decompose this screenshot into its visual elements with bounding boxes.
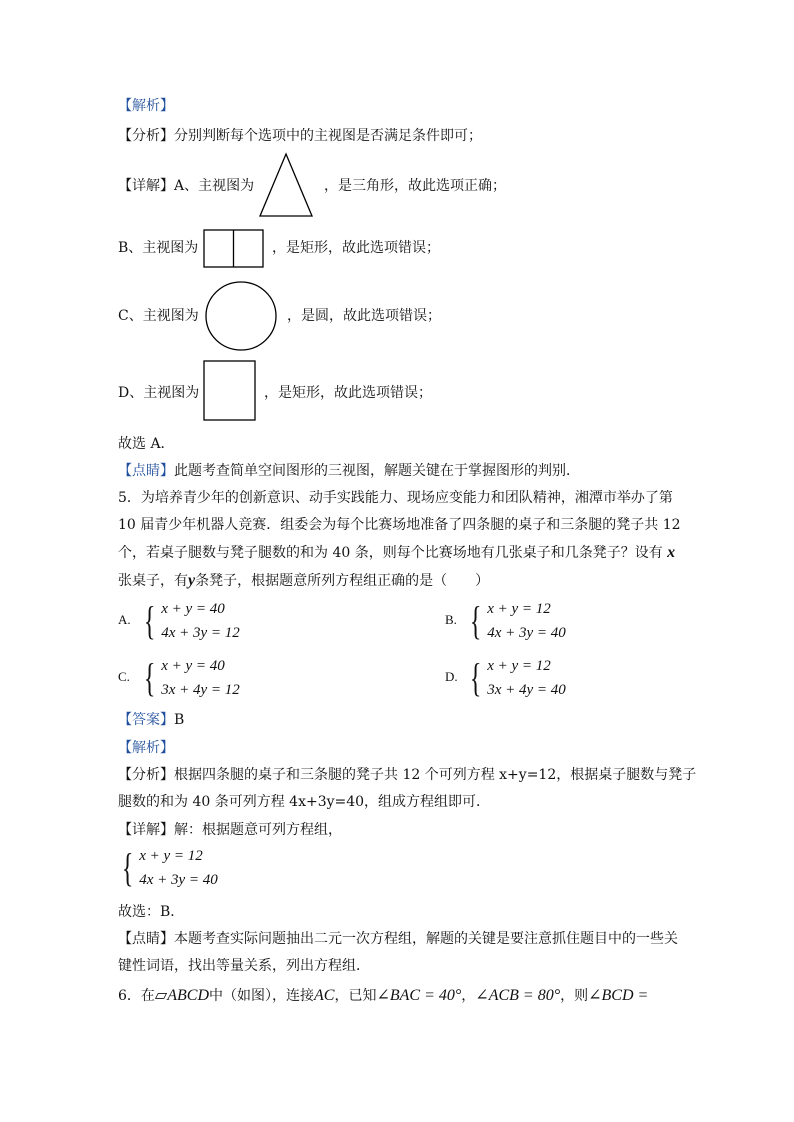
answer-line: 【答案】B <box>118 712 185 728</box>
tip-text: 【点睛】此题考查简单空间图形的三视图，解题关键在于掌握图形的判别． <box>118 463 580 479</box>
circle-shape <box>203 280 279 352</box>
tip-2-line2: 键性词语，找出等量关系，列出方程组． <box>118 958 370 974</box>
analysis-2-line1: 【分析】根据四条腿的桌子和三条腿的凳子共 12 个可列方程 x+y=12，根据桌子腿数与凳子 <box>118 767 697 783</box>
detail-b: B、主视图为 <box>118 240 199 256</box>
option-c-label[interactable]: C. <box>118 669 130 684</box>
tip-2-line1: 【点睛】本题考查实际问题抽出二元一次方程组，解题的关键是要注意抓住题目中的一些关 <box>118 931 678 947</box>
analysis-heading: 【解析】 <box>118 98 174 114</box>
option-b-label[interactable]: B. <box>445 612 457 627</box>
detail-d-rest: ，是矩形，故此选项错误； <box>264 385 432 401</box>
analysis-heading-2: 【解析】 <box>118 740 174 756</box>
square-shape <box>203 360 257 422</box>
choice-a: 故选 A． <box>118 436 175 452</box>
q5-line2: 10 届青少年机器人竞赛．组委会为每个比赛场地准备了四条腿的桌子和三条腿的凳子共 12 <box>118 517 681 533</box>
detail-d: D、主视图为 <box>118 385 200 401</box>
detail-c: C、主视图为 <box>118 308 199 324</box>
option-d-label[interactable]: D. <box>445 669 458 684</box>
option-a-system[interactable]: { x + y = 40 4x + 3y = 12 <box>143 598 240 643</box>
detail-a: 【详解】A、主视图为 <box>118 178 255 194</box>
analysis-text: 【分析】分别判断每个选项中的主视图是否满足条件即可； <box>118 128 482 144</box>
q5-line3: 个，若桌子腿数与凳子腿数的和为 40 条，则每个比赛场地有几张桌子和几条凳子？设有 x <box>118 544 676 561</box>
option-d-system[interactable]: { x + y = 12 3x + 4y = 40 <box>469 655 566 700</box>
detail-b-rest: ，是矩形，故此选项错误； <box>272 240 440 256</box>
split-rectangle-shape <box>203 229 265 269</box>
analysis-2-line2: 腿数的和为 40 条可列方程 4x+3y=40，组成方程组即可． <box>118 794 491 810</box>
select-b: 故选：B． <box>118 904 185 920</box>
detail-solution: 【详解】解：根据题意可列方程组， <box>118 822 342 838</box>
triangle-shape <box>258 152 314 218</box>
option-a-label[interactable]: A. <box>118 612 131 627</box>
q5-line4: 张桌子，有y条凳子，根据题意所列方程组正确的是（ ） <box>118 572 490 589</box>
detail-a-rest: ，是三角形，故此选项正确； <box>324 178 506 194</box>
option-c-system[interactable]: { x + y = 40 3x + 4y = 12 <box>143 655 240 700</box>
option-b-system[interactable]: { x + y = 12 4x + 3y = 40 <box>469 598 566 643</box>
q6-line: 6．在▱ABCD中（如图），连接AC，已知∠BAC = 40°，∠ACB = 80°，则∠BCD = <box>118 987 649 1004</box>
solution-system: { x + y = 12 4x + 3y = 40 <box>121 845 218 890</box>
q5-line1: 5．为培养青少年的创新意识、动手实践能力、现场应变能力和团队精神，湘潭市举办了第 <box>118 490 673 506</box>
detail-c-rest: ，是圆，故此选项错误； <box>287 308 441 324</box>
